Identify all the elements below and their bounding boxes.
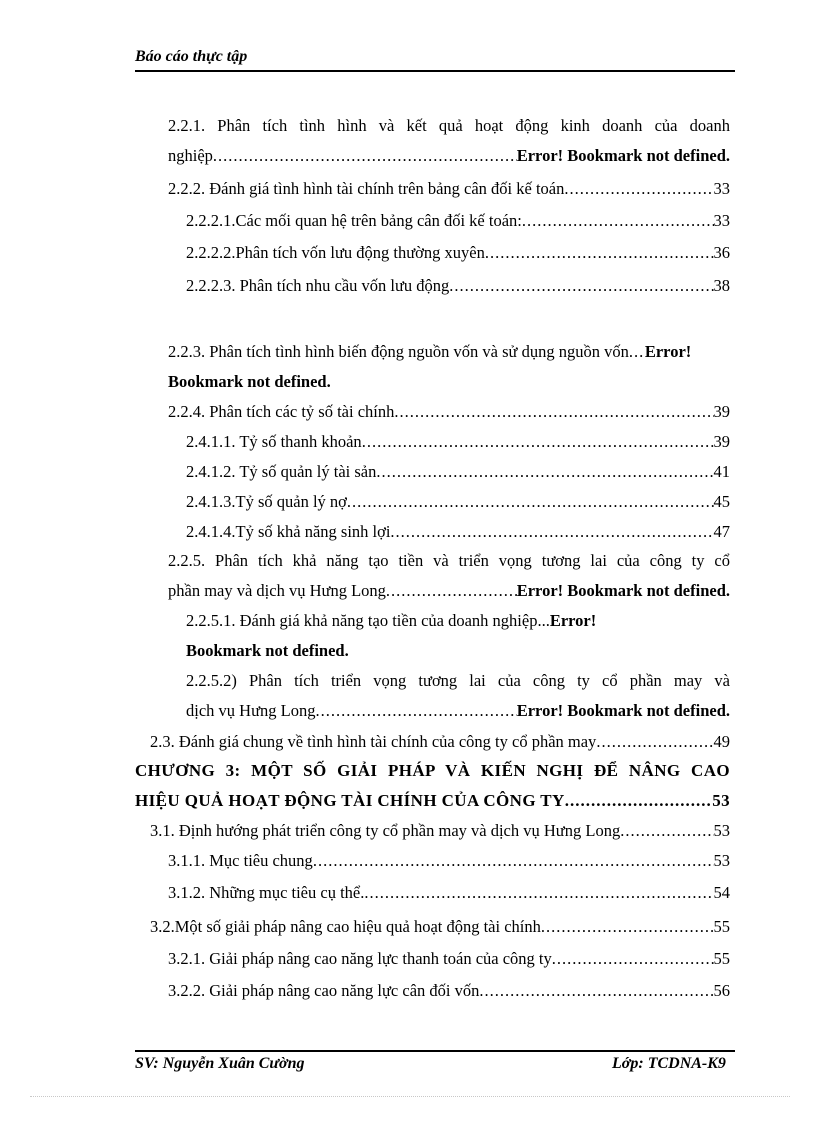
toc-entry-2-2-3-line2[interactable]: Bookmark not defined. [168, 372, 331, 391]
toc-entry-text: 2.4.1.1. Tỷ số thanh khoản [186, 432, 362, 451]
toc-entry-2-2-5-line2[interactable] [168, 580, 730, 602]
toc-entry-2-2-2-3[interactable] [186, 275, 730, 297]
dot-leader [522, 210, 714, 232]
dot-leader [390, 521, 713, 543]
dot-leader [376, 461, 713, 483]
page-edge-divider [30, 1096, 790, 1097]
toc-chapter-3-line2[interactable] [135, 790, 730, 812]
toc-page-number: 39 [713, 432, 730, 451]
toc-entry-text: 2.2.2. Đánh giá tình hình tài chính trên bảng cân đối kế toán [168, 179, 565, 198]
toc-entry-2-2-2-1[interactable] [186, 210, 730, 232]
toc-entry-2-2-1-line2[interactable] [168, 145, 730, 167]
toc-entry-text: nghiệp [168, 146, 213, 165]
dot-leader [394, 401, 713, 423]
toc-entry-2-2-5-1-line2[interactable]: Bookmark not defined. [186, 641, 349, 660]
toc-page-number: 49 [713, 732, 730, 751]
toc-entry-text: 2.2.2.1.Các mối quan hệ trên bảng cân đối kế toán: [186, 211, 522, 230]
toc-page-number: 55 [713, 917, 730, 936]
toc-entry-text: 2.2.2.3. Phân tích nhu cầu vốn lưu động [186, 276, 450, 295]
dot-leader [552, 948, 714, 970]
bookmark-error: Error! Bookmark not defined. [516, 701, 730, 720]
dot-leader [386, 580, 517, 602]
toc-entry-2-2-2-2[interactable] [186, 242, 730, 264]
toc-entry-2-2-1-line1[interactable]: 2.2.1. Phân tích tình hình và kết quả hoạt động kinh doanh của doanh [168, 116, 730, 135]
dot-leader [629, 341, 645, 363]
toc-page-number: 53 [713, 821, 730, 840]
dot-leader [362, 431, 714, 453]
dot-leader [213, 145, 517, 167]
toc-page-number: 56 [713, 981, 730, 1000]
toc-entry-3-2-1[interactable] [168, 948, 730, 970]
toc-entry-text: 2.2.3. Phân tích tình hình biến động nguồn vốn và sử dụng nguồn vốn [168, 342, 629, 361]
toc-page-number: 54 [713, 883, 730, 902]
dot-leader [479, 980, 713, 1002]
dot-leader [596, 731, 713, 753]
toc-page-number: 39 [713, 402, 730, 421]
toc-entry-text: 2.2.2.2.Phân tích vốn lưu động thường xuyên [186, 243, 485, 262]
toc-entry-text: 3.2.Một số giải pháp nâng cao hiệu quả hoạt động tài chính [150, 917, 541, 936]
toc-entry-text: 2.4.1.2. Tỷ số quản lý tài sản [186, 462, 377, 481]
dot-leader [315, 700, 516, 722]
bookmark-error: Error! Bookmark not defined. [516, 581, 730, 600]
toc-entry-2-2-5-2-line2[interactable] [186, 700, 730, 722]
footer-student-name: SV: Nguyễn Xuân Cường [135, 1055, 305, 1072]
footer-class: Lớp: TCDNA-K9 [612, 1055, 726, 1072]
toc-entry-text: 2.2.4. Phân tích các tỷ số tài chính [168, 402, 395, 421]
toc-entry-2-2-5-1-line1[interactable] [186, 610, 596, 632]
dot-leader: ... [537, 611, 550, 630]
toc-entry-text: 3.1. Định hướng phát triển công ty cổ phần may và dịch vụ Hưng Long [150, 821, 621, 840]
bookmark-error: Error! [644, 342, 692, 361]
dot-leader [449, 275, 713, 297]
bookmark-error: Error! Bookmark not defined. [516, 146, 730, 165]
toc-entry-2-2-5-line1[interactable]: 2.2.5. Phân tích khả năng tạo tiền và triển vọng tương lai của công ty cổ [168, 551, 730, 570]
toc-entry-3-1[interactable] [150, 820, 730, 842]
toc-chapter-3-line1[interactable]: CHƯƠNG 3: MỘT SỐ GIẢI PHÁP VÀ KIẾN NGHỊ ĐỂ NÂNG CAO [135, 761, 730, 780]
dot-leader [313, 850, 714, 872]
toc-entry-2-4-1-4[interactable] [186, 521, 730, 543]
toc-entry-text: HIỆU QUẢ HOẠT ĐỘNG TÀI CHÍNH CỦA CÔNG TY [135, 791, 565, 810]
toc-page-number: 53 [713, 851, 730, 870]
toc-entry-2-2-3-line1[interactable] [168, 341, 736, 363]
toc-entry-text: 2.3. Đánh giá chung về tình hình tài chính của công ty cổ phần may [150, 732, 597, 751]
toc-entry-3-1-1[interactable] [168, 850, 730, 872]
toc-entry-text: 3.1.2. Những mục tiêu cụ thể. [168, 883, 365, 902]
toc-entry-2-4-1-3[interactable] [186, 491, 730, 513]
toc-page-number: 53 [712, 791, 730, 810]
dot-leader [564, 178, 713, 200]
toc-entry-2-3[interactable] [150, 731, 730, 753]
toc-entry-2-4-1-1[interactable] [186, 431, 730, 453]
toc-entry-3-2-2[interactable] [168, 980, 730, 1002]
dot-leader [541, 916, 714, 938]
toc-entry-text: 2.2.5.1. Đánh giá khả năng tạo tiền của doanh nghiệp [186, 611, 538, 630]
toc-page-number: 38 [713, 276, 730, 295]
toc-page-number: 41 [713, 462, 730, 481]
toc-entry-2-4-1-2[interactable] [186, 461, 730, 483]
toc-page-number: 33 [713, 211, 730, 230]
header-rule [135, 70, 735, 72]
toc-page-number: 55 [713, 949, 730, 968]
toc-entry-text: 2.4.1.3.Tỷ số quản lý nợ [186, 492, 347, 511]
toc-entry-2-2-5-2-line1[interactable]: 2.2.5.2) Phân tích triển vọng tương lai của công ty cổ phần may và [186, 671, 730, 690]
toc-page-number: 47 [713, 522, 730, 541]
toc-entry-text: dịch vụ Hưng Long [186, 701, 316, 720]
dot-leader [347, 491, 714, 513]
page-header-title: Báo cáo thực tập [135, 48, 248, 65]
dot-leader [364, 882, 713, 904]
toc-page-number: 45 [713, 492, 730, 511]
toc-entry-2-2-4[interactable] [168, 401, 730, 423]
toc-entry-text: 3.2.2. Giải pháp nâng cao năng lực cân đối vốn [168, 981, 480, 1000]
dot-leader [620, 820, 713, 842]
toc-entry-2-2-2[interactable] [168, 178, 730, 200]
bookmark-error: Error! [549, 611, 597, 630]
toc-entry-text: 2.4.1.4.Tỷ số khả năng sinh lợi [186, 522, 391, 541]
toc-entry-text: 3.1.1. Mục tiêu chung [168, 851, 313, 870]
footer-rule [135, 1050, 735, 1052]
toc-page-number: 33 [713, 179, 730, 198]
dot-leader [485, 242, 714, 264]
toc-entry-3-2[interactable] [150, 916, 730, 938]
toc-entry-text: phần may và dịch vụ Hưng Long [168, 581, 386, 600]
toc-entry-3-1-2[interactable] [168, 882, 730, 904]
toc-entry-text: 3.2.1. Giải pháp nâng cao năng lực thanh toán của công ty [168, 949, 552, 968]
toc-page-number: 36 [713, 243, 730, 262]
dot-leader [565, 790, 712, 812]
